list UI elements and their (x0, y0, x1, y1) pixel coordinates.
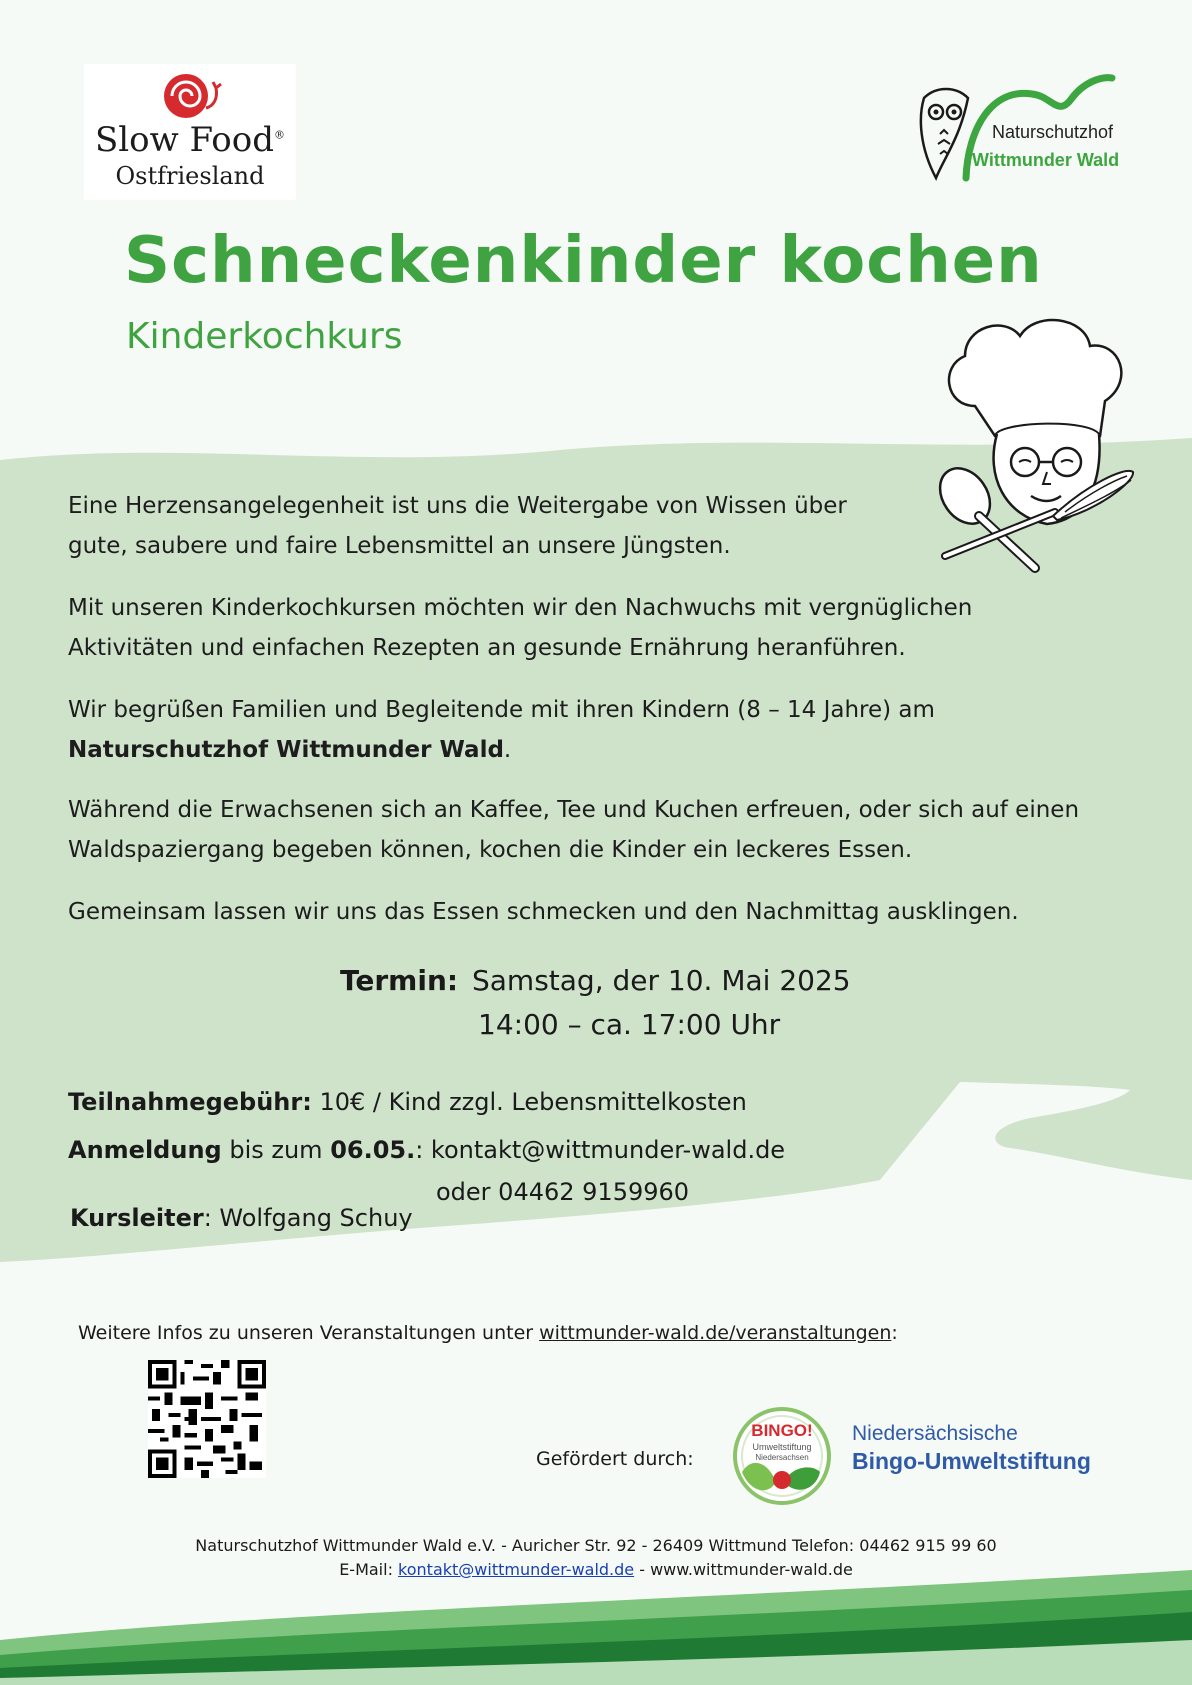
registration-label: Anmeldung (68, 1136, 222, 1164)
bingo-org-line1: Niedersächsische (852, 1422, 1018, 1445)
venue-name: Naturschutzhof Wittmunder Wald (68, 737, 504, 763)
page-subtitle: Kinderkochkurs (126, 316, 403, 357)
fee-line (68, 1088, 747, 1116)
footer-contact: E-Mail: kontakt@wittmunder-wald.de - www.wittmunder-wald.de (339, 1560, 853, 1579)
funded-by-label: Gefördert durch: (536, 1448, 694, 1470)
courses-paragraph: Mit unseren Kinderkochkursen möchten wir den Nachwuchs mit vergnüglichen Aktivitäten und einfachen Rezepten an gesunde Ernährung heranführen. (68, 595, 973, 661)
adults-paragraph: Während die Erwachsenen sich an Kaffee, Tee und Kuchen erfreuen, oder sich auf einen Waldspaziergang begeben können, kochen die Kinder ein leckeres Essen. (68, 797, 1080, 863)
fee-value: 10€ / Kind zzgl. Lebensmittelkosten (311, 1088, 747, 1116)
intro-paragraph: Eine Herzensangelegenheit ist uns die Weitergabe von Wissen über gute, saubere und faire Lebensmittel an unsere Jüngsten. (68, 493, 847, 559)
bingo-logo (732, 1406, 832, 1506)
naturschutzhof-name: Naturschutzhof (992, 122, 1114, 142)
footer-website: - www.wittmunder-wald.de (634, 1560, 853, 1579)
bingo-org-line2: Bingo-Umweltstiftung (852, 1448, 1091, 1474)
snail-icon (154, 68, 234, 122)
bingo-badge-sub2: Niedersachsen (755, 1453, 809, 1462)
welcome-paragraph (68, 690, 1148, 770)
registration-email[interactable]: : kontakt@wittmunder-wald.de (415, 1136, 786, 1164)
qr-code[interactable] (148, 1360, 266, 1478)
welcome-text: Wir begrüßen Familien und Begleitende mit ihren Kindern (8 – 14 Jahre) am (68, 697, 935, 723)
footer-address: Naturschutzhof Wittmunder Wald e.V. - Auricher Str. 92 - 26409 Wittmund Telefon: 04462 915 99 60 (195, 1536, 997, 1555)
course-leader-line (70, 1204, 413, 1232)
registration-phone[interactable]: oder 04462 9159960 (436, 1178, 690, 1206)
events-link[interactable]: wittmunder-wald.de/veranstaltungen (539, 1322, 892, 1344)
page-title: Schneckenkinder kochen (124, 224, 1043, 298)
registration-line: Anmeldung bis zum 06.05.: kontakt@wittmunder-wald.de (68, 1136, 786, 1164)
welcome-end: . (503, 737, 512, 763)
wittmunder-wald-name: Wittmunder Wald (972, 150, 1120, 170)
course-leader-label: Kursleiter (70, 1204, 204, 1232)
course-leader-name: : Wolfgang Schuy (203, 1204, 413, 1232)
event-date: Samstag, der 10. Mai 2025 (472, 964, 851, 997)
slow-food-title: Slow Food (95, 120, 274, 160)
fee-label: Teilnahmegebühr: (68, 1088, 312, 1116)
bingo-badge-sub1: Umweltstiftung (752, 1442, 812, 1452)
footer-email-link[interactable]: kontakt@wittmunder-wald.de (398, 1560, 635, 1579)
event-time: 14:00 – ca. 17:00 Uhr (478, 1008, 781, 1041)
date-label: Termin: (340, 964, 459, 997)
registered-mark: ® (273, 128, 285, 142)
closing-paragraph: Gemeinsam lassen wir uns das Essen schmecken und den Nachmittag ausklingen. (68, 899, 1019, 925)
bingo-badge-title: BINGO! (751, 1421, 813, 1440)
naturschutzhof-logo (910, 68, 1146, 198)
more-info-line: Weitere Infos zu unseren Veranstaltungen unter wittmunder-wald.de/veranstaltungen: (78, 1322, 898, 1344)
slow-food-region: Ostfriesland (115, 162, 265, 190)
registration-deadline: 06.05. (330, 1136, 416, 1164)
slow-food-logo (84, 64, 296, 200)
